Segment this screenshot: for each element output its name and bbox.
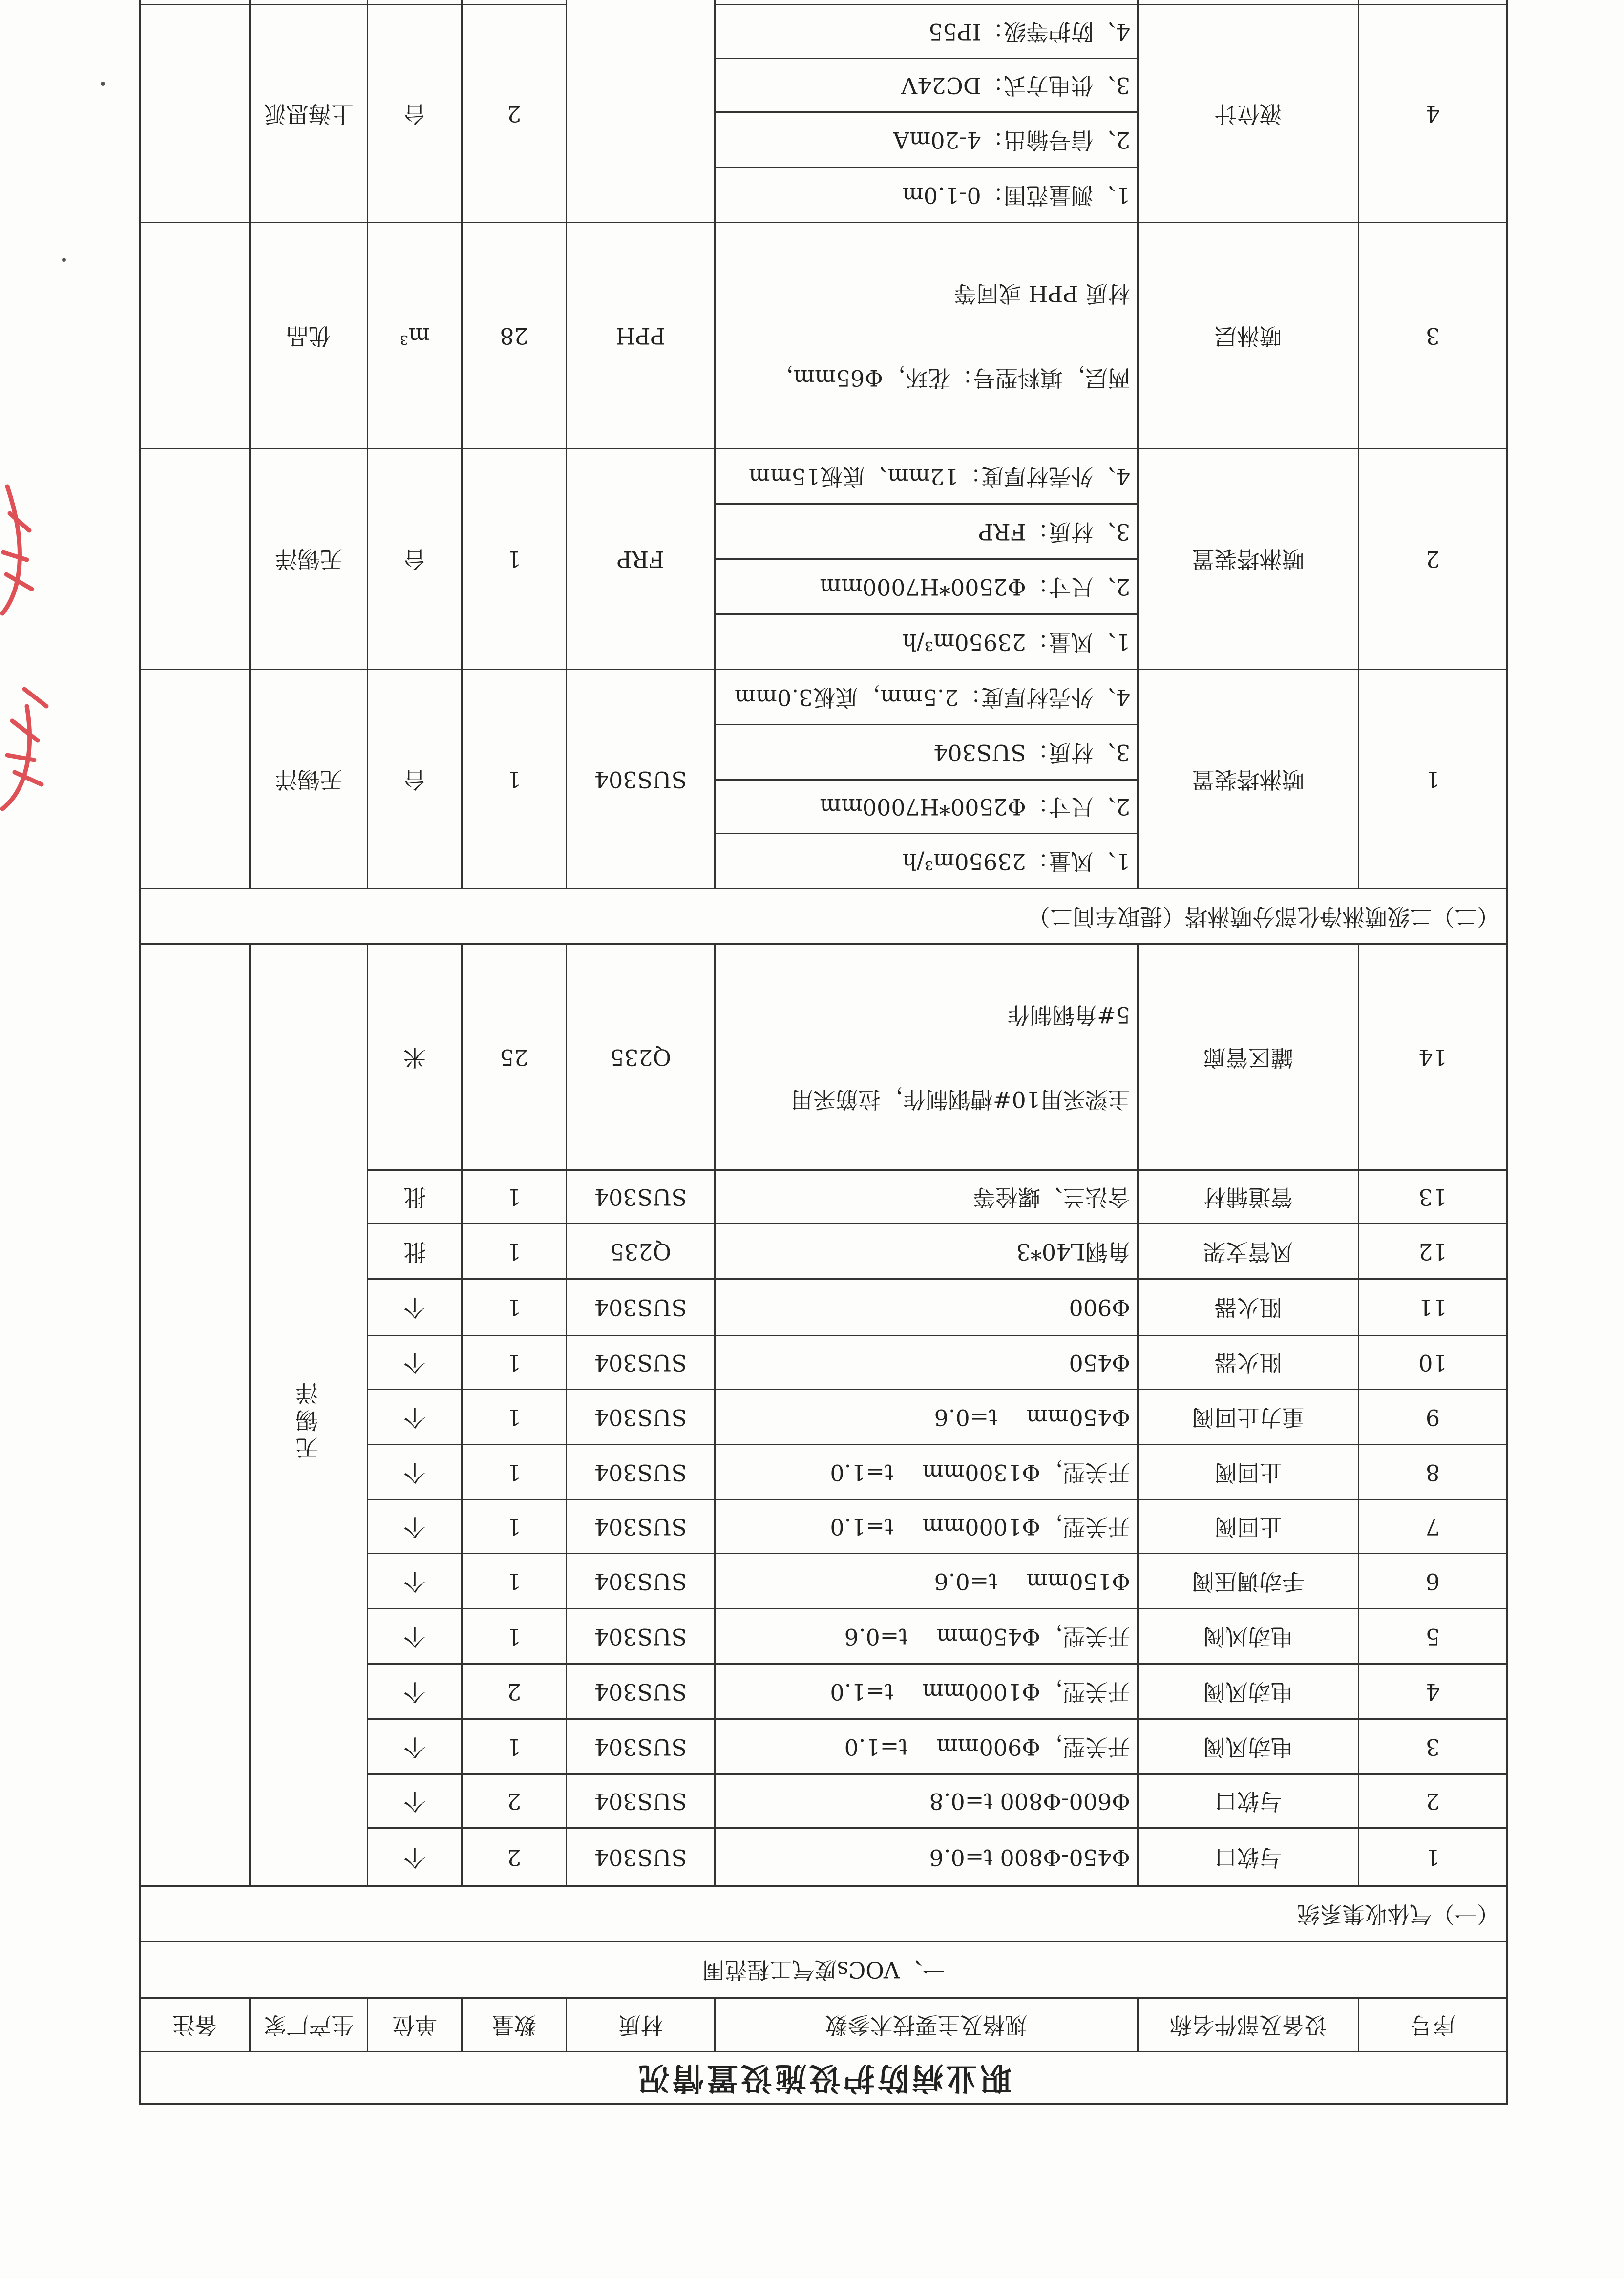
row-no: 9	[1359, 1390, 1507, 1445]
row-name: 电动风阀	[1138, 1719, 1359, 1774]
row-maker: 无锡洋	[250, 449, 368, 670]
row-no: 13	[1359, 1170, 1507, 1224]
row-maker	[250, 0, 368, 5]
row-qty: 1	[462, 1170, 567, 1224]
row-qty: 1	[462, 1500, 567, 1554]
header-maker: 生产厂家	[250, 1998, 368, 2052]
row-qty: 28	[462, 223, 567, 449]
row-unit: 批	[368, 1170, 462, 1224]
document-title: 职业病防护设施设置情况	[140, 2052, 1507, 2104]
row-no: 1	[1359, 1828, 1507, 1886]
row-spec: 4、外壳材厚度：12mm、底板15mm	[715, 449, 1138, 504]
table-row	[140, 0, 1507, 5]
row-unit: 个	[368, 1445, 462, 1500]
row-spec: 开关型，Φ1000mm t=1.0	[715, 1500, 1138, 1554]
row-material: SUS304	[567, 1664, 715, 1719]
row-spec: 3、材质：SUS304	[715, 725, 1138, 780]
row-maker: 无锡洋	[250, 670, 368, 889]
section1-maker-cell	[250, 944, 368, 1886]
row-spec: 4、外壳材厚度：2.5mm，底板3.0mm	[715, 670, 1138, 725]
row-name: 手动调压阀	[1138, 1554, 1359, 1609]
header-material: 材质	[567, 1998, 715, 2052]
row-spec: Φ900	[715, 1279, 1138, 1336]
section1-remark-cell	[140, 944, 250, 1886]
row-qty: 1	[462, 1224, 567, 1279]
row-material: SUS304	[567, 1828, 715, 1886]
row-no: 6	[1359, 1554, 1507, 1609]
section2-title: （二）二级喷淋净化部分喷淋塔（提取车间二）	[140, 889, 1507, 944]
row-qty: 1	[462, 670, 567, 889]
row-qty: 25	[462, 944, 567, 1170]
row-name: 喷淋塔装置	[1138, 670, 1359, 889]
row-spec: Φ450-Φ800 t=0.6	[715, 1828, 1138, 1886]
row-name: 止回阀	[1138, 1445, 1359, 1500]
row-material: SUS304	[567, 1774, 715, 1828]
row-remark	[140, 223, 250, 449]
row-qty: 2	[462, 1828, 567, 1886]
spec-line: 材质 PPH 或同等	[953, 280, 1130, 307]
row-no: 2	[1359, 1774, 1507, 1828]
table-row	[140, 223, 1507, 449]
row-no: 10	[1359, 1336, 1507, 1390]
row-no: 3	[1359, 223, 1507, 449]
facility-table	[139, 0, 1508, 2105]
row-unit: m³	[368, 223, 462, 449]
row-no: 11	[1359, 1279, 1507, 1336]
row-no: 4	[1359, 5, 1507, 223]
row-spec: 3、供电方式：DC24V	[715, 59, 1138, 112]
row-qty: 2	[462, 1664, 567, 1719]
row-no: 8	[1359, 1445, 1507, 1500]
row-qty: 1	[462, 1336, 567, 1390]
row-no: 1	[1359, 670, 1507, 889]
row-remark	[140, 670, 250, 889]
row-unit: 个	[368, 1828, 462, 1886]
row-no: 14	[1359, 944, 1507, 1170]
row-material: SUS304	[567, 1445, 715, 1500]
row-qty: 1	[462, 1390, 567, 1445]
row-unit: 台	[368, 5, 462, 223]
row-spec: 2、尺寸：Φ2500*H7000mm	[715, 780, 1138, 834]
row-remark	[140, 449, 250, 670]
row-spec: 1、风量：23950m³/h	[715, 834, 1138, 889]
row-qty: 2	[462, 5, 567, 223]
row-material: FRP	[567, 449, 715, 670]
row-unit: 个	[368, 1719, 462, 1774]
row-no: 3	[1359, 1719, 1507, 1774]
row-unit: 个	[368, 1774, 462, 1828]
row-name: 喷淋塔装置	[1138, 449, 1359, 670]
row-no	[1359, 0, 1507, 5]
row-qty: 1	[462, 1279, 567, 1336]
header-qty: 数量	[462, 1998, 567, 2052]
row-name: 喷淋层	[1138, 223, 1359, 449]
row-spec: Φ450mm t=0.6	[715, 1390, 1138, 1445]
scan-speck	[62, 258, 66, 262]
row-name: 电动风阀	[1138, 1664, 1359, 1719]
row-material: SUS304	[567, 1279, 715, 1336]
table-row	[140, 834, 1507, 889]
row-unit: 个	[368, 1279, 462, 1336]
row-name: 罐区管廊	[1138, 944, 1359, 1170]
row-name: 重力止回阀	[1138, 1390, 1359, 1445]
row-qty: 1	[462, 1719, 567, 1774]
row-spec: Φ450	[715, 1336, 1138, 1390]
spec-line: 两层，填料型号：花环，Φ65mm，	[771, 365, 1130, 391]
row-qty: 1	[462, 1554, 567, 1609]
row-qty: 1	[462, 1609, 567, 1664]
row-unit: 米	[368, 944, 462, 1170]
row-spec: 开关型，Φ900mm t=1.0	[715, 1719, 1138, 1774]
row-remark	[140, 5, 250, 223]
row-name: 风管支架	[1138, 1224, 1359, 1279]
row-spec: 含法兰、螺栓等	[715, 1170, 1138, 1224]
row-maker: 优品	[250, 223, 368, 449]
row-unit: 批	[368, 1224, 462, 1279]
row-spec: 开关型，Φ1000mm t=1.0	[715, 1664, 1138, 1719]
row-spec: Φ600-Φ800 t=0.8	[715, 1774, 1138, 1828]
row-qty: 1	[462, 1445, 567, 1500]
row-spec: Φ150mm t=0.6	[715, 1554, 1138, 1609]
row-material: SUS304	[567, 1719, 715, 1774]
row-spec: 1、测量范围：0-1.0m	[715, 168, 1138, 223]
row-name: 管道辅材	[1138, 1170, 1359, 1224]
row-name: 电动风阀	[1138, 1609, 1359, 1664]
table-row	[140, 614, 1507, 670]
row-spec: 开关型，Φ450mm t=0.6	[715, 1609, 1138, 1664]
header-no: 序号	[1359, 1998, 1507, 2052]
row-spec: 2、尺寸：Φ2500*H7000mm	[715, 559, 1138, 614]
row-maker: 上海思派	[250, 5, 368, 223]
section1-subtitle: （一）气体收集系统	[140, 1886, 1507, 1941]
row-spec: 1、风量：23950m³/h	[715, 614, 1138, 670]
row-unit: 台	[368, 670, 462, 889]
row-spec: 3、材质：FRP	[715, 504, 1138, 559]
row-material: SUS304	[567, 1500, 715, 1554]
row-unit: 个	[368, 1500, 462, 1554]
row-material: SUS304	[567, 1336, 715, 1390]
row-spec: 角钢L40*3	[715, 1224, 1138, 1279]
row-material: SUS304	[567, 1390, 715, 1445]
row-material: SUS304	[567, 1609, 715, 1664]
row-material: SUS304	[567, 1554, 715, 1609]
row-material-merged	[567, 0, 715, 223]
row-qty: 2	[462, 1774, 567, 1828]
row-unit: 个	[368, 1609, 462, 1664]
row-spec	[715, 223, 1138, 449]
row-material: Q235	[567, 1224, 715, 1279]
row-qty	[462, 0, 567, 5]
section1-maker: 无锡洋	[295, 1377, 322, 1459]
subsection-row	[140, 1886, 1507, 1941]
row-name: 止回阀	[1138, 1500, 1359, 1554]
header-remark: 备注	[140, 1998, 250, 2052]
row-unit: 个	[368, 1336, 462, 1390]
section-row	[140, 889, 1507, 944]
row-spec	[715, 944, 1138, 1170]
section1-title: 一、VOCs废气工程范围	[140, 1941, 1507, 1998]
spec-line: 主梁采用10#槽钢制作，拉筋采用	[790, 1086, 1130, 1113]
row-no: 2	[1359, 449, 1507, 670]
header-unit: 单位	[368, 1998, 462, 2052]
row-unit: 个	[368, 1390, 462, 1445]
row-unit: 个	[368, 1554, 462, 1609]
row-no: 5	[1359, 1609, 1507, 1664]
row-spec: 4、防护等级：IP55	[715, 5, 1138, 59]
row-unit: 个	[368, 1664, 462, 1719]
row-name: 阻火器	[1138, 1336, 1359, 1390]
section-row	[140, 1941, 1507, 1998]
row-name: 液位计	[1138, 5, 1359, 223]
row-material: PPH	[567, 223, 715, 449]
row-spec: 开关型，Φ1300mm t=1.0	[715, 1445, 1138, 1500]
row-material: Q235	[567, 944, 715, 1170]
row-name: 与软口	[1138, 1774, 1359, 1828]
row-no: 7	[1359, 1500, 1507, 1554]
table-row	[140, 1828, 1507, 1886]
table-row	[140, 168, 1507, 223]
scan-speck	[101, 82, 105, 86]
row-spec: 2、信号输出：4-20mA	[715, 112, 1138, 168]
seal-stamp	[0, 477, 61, 819]
row-name: 与软口	[1138, 1828, 1359, 1886]
header-name: 设备及部件名称	[1138, 1998, 1359, 2052]
row-qty: 1	[462, 449, 567, 670]
header-row	[140, 1998, 1507, 2052]
row-no: 4	[1359, 1664, 1507, 1719]
row-material: SUS304	[567, 670, 715, 889]
row-unit: 台	[368, 449, 462, 670]
header-spec: 规格及主要技术参数	[715, 1998, 1138, 2052]
row-remark	[140, 0, 250, 5]
row-name	[1138, 0, 1359, 5]
row-spec	[715, 0, 1138, 5]
row-name: 阻火器	[1138, 1279, 1359, 1336]
row-unit	[368, 0, 462, 5]
row-material: SUS304	[567, 1170, 715, 1224]
spec-line: 5#角钢制作	[1007, 1002, 1130, 1029]
row-no: 12	[1359, 1224, 1507, 1279]
title-row	[140, 2052, 1507, 2104]
